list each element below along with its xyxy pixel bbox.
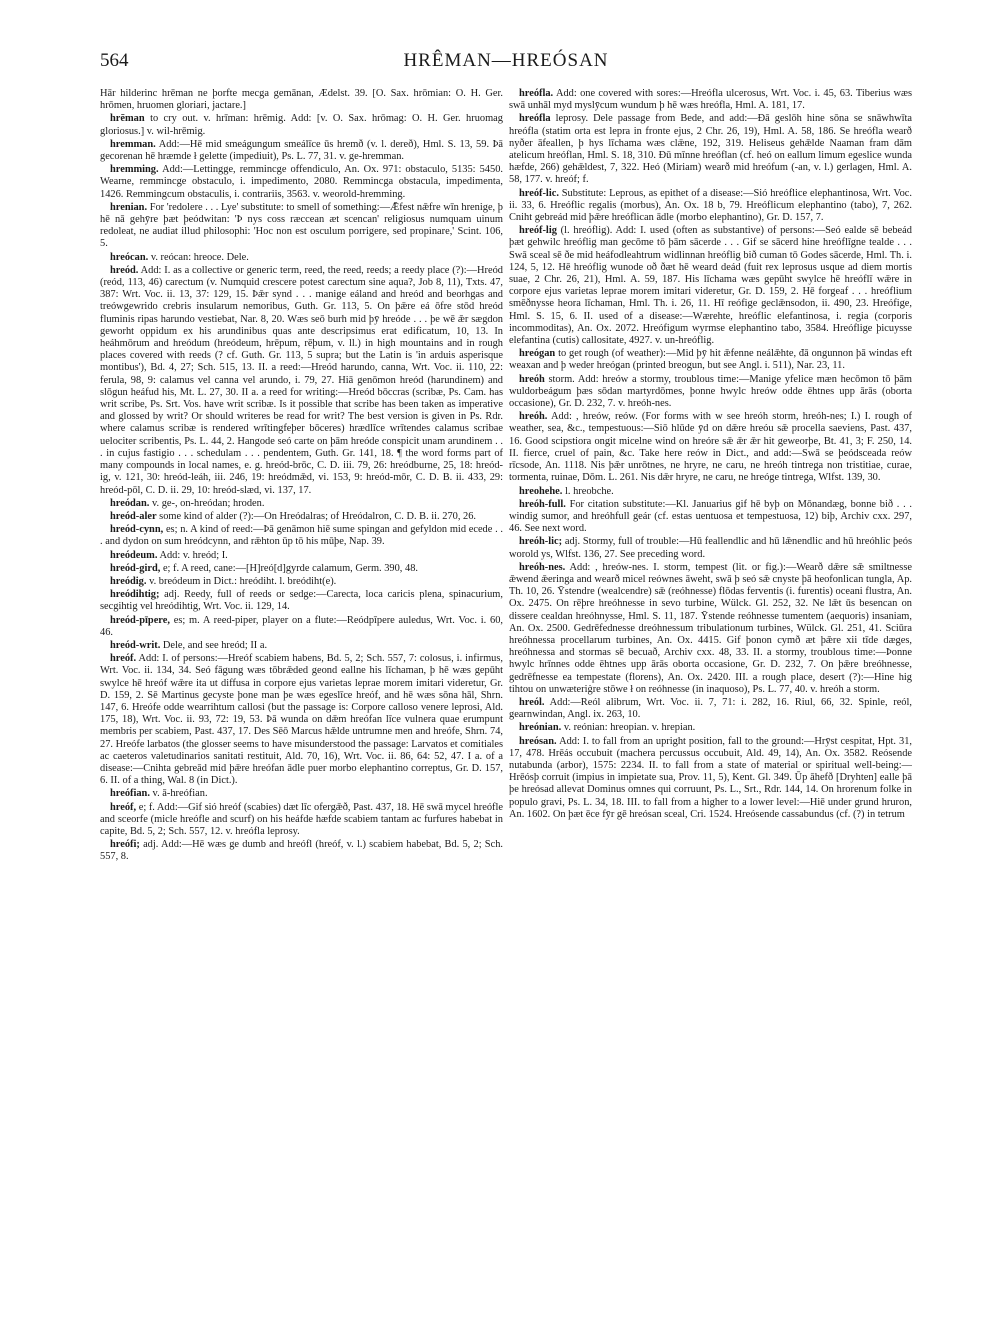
dictionary-entry	[100, 839, 503, 863]
entry-headword: hreóf,	[110, 801, 137, 813]
entry-definition: leprosy. Dele passage from Bede, and add:—Đā geslōh hine sōna se snāwhwīta hreófla (statim orta est lepra in fronte ejus, 2 Chr. 26, 19), Hml. A. 58, 186. Se hreófla wearð nyðer āfeallen, þ hys līchama wæs clǣne, 192, 319. Heliseus gehǣlde Naaman fram dām atelicum hreóflan, Hml. S. 18, 310. Đū mīnne hreóflan (cf. heó on eallum limum egeslice wunda hæfde, 266) gehǣldest, 7, 322. Heó (Miriam) wearð mid hreófum (-an, v. l.) gerlagen, Hml. A. 58, 177. v. hreóf; f.	[509, 113, 912, 186]
dictionary-entry	[100, 524, 503, 548]
dictionary-entry	[509, 736, 912, 821]
entry-headword: hreód-gird,	[110, 562, 161, 574]
entry-headword: hreóh-full.	[519, 498, 566, 510]
entry-headword: hreófla	[519, 113, 551, 125]
dictionary-entry	[100, 576, 503, 588]
dictionary-entry	[509, 499, 912, 536]
entry-definition: es; n. A kind of reed:—Þā genāmon hiē sume spingan and gefyldon mid ecede . . . and dydon on sum hreódcynn, and rǣhton ūp tō his mūþe, Nap. 39.	[100, 524, 503, 548]
entry-definition: Add: one covered with sores:—Hreófla ulcerosus, Wrt. Voc. i. 45, 63. Tiberius wæs swā unhāl myd myslȳcum wundum þ hē wæs hreófla, Hml. A. 181, 17.	[509, 88, 912, 112]
dictionary-entry	[100, 563, 503, 575]
entry-definition: Dele, and see hreód; II a.	[162, 639, 268, 651]
entry-headword: hreófla.	[519, 88, 554, 99]
entry-headword: hrenian.	[110, 201, 148, 213]
dictionary-entry	[509, 113, 912, 186]
entry-definition: (l. hreóflig). Add: I. used (often as substantive) of persons:—Seó ealde sē bebeád þæt gehwilc hreóflig man gecōme tō þām sācerde . . . Gif se sācerd hine hreóflīgne tealde . . . Swā sceal sē ðe mid heáfodleahtrum widlinnan hreóflig bið cuman tō Godes sācerde, Hml. Th. i. 124, 5, 12. Hē hreóflig wunode oð ðæt hē weard deád (fuit rex leprosus usque ad diem mortis suae, 2 Chr. 26, 21), Hml. A. 59, 187. His līchama wæs gepūht swylce hē hreóflī wǣre in corpore ejus varietas leprae morem imitari videretur, Gr. D. 159, 2. Hē forgeaf . . . hreóflium smēðnysse heora līchaman, Hml. Th. i. 26, 11. Hī reófige geclǣnsodon, ii. 490, 23. Hreófige, Hml. S. 15, 6. II. used of a disease:—Wærehte, hreóflic elefantinosa, i. regia (corporis incommoditas), An. Ox. 2072. Hreófigum wyrmse elephantino tabo, 3584. Hreóflige þicuysse elefantina (cutis) callositate, 4927. v. un-hreóflig.	[509, 225, 912, 347]
entry-definition: adj. Reedy, full of reeds or sedge:—Carecta, loca caricis plena, spinacurium, secgihtig vel hreódihtig, Wrt. Voc. ii. 129, 14.	[100, 589, 503, 613]
dictionary-entry	[509, 411, 912, 484]
entry-definition: storm. Add: hreów a stormy, troublous time:—Manige yfelice mæn hecōmon tō þām wuldorbeágum þæs sōdan martyrdōmes, þonne hwylc hreów odde ēhtnes upp ārās (oborta occasione), Gr. D. 232, 7. v. hreóh-nes.	[509, 373, 912, 410]
entry-headword: hreóh-nes.	[519, 561, 566, 573]
dictionary-entry	[509, 722, 912, 734]
entry-definition: l. hreobche.	[565, 485, 614, 497]
entry-definition: Substitute: Leprous, as epithet of a disease:—Sió hreóflice elephantinosa, Wrt. Voc. ii. 33, 6. Hreóflic regalis (morbus), An. Ox. 18 b, 79. Hreóflicum elephantino (tabo), 7, 262. Cniht gebreád mid þǣre hreóflican ādle (morbo elephantino), Gr. D. 157, 7.	[509, 187, 912, 224]
entry-definition: to cry out. v. hrīman: hrēmig. Add: [v. O. Sax. hrōmag: O. H. Ger. hruomag gloriosus.] v. wil-hrēmig.	[100, 113, 503, 137]
entry-definition: Add: , hreów, reów. (For forms with w see hreóh storm, hreóh-nes; I.) I. rough of weather, sea, &c., tempestuous:—Siō hlūde ȳd on dǣre hreóu sǣ procella saeviens, Past. 437, 16. Good scipstiora ongit micelne wind on hreóre sǣ ǣr ǣr hit geweorþe, Bt. 41, 3; F. 250, 14. II. fierce, cruel of pain, &c. Take here reów in Dict., and add:—Swā se þeódsceada reów rīcsode, An. 1118. Nis þǣr unrōtnes, ne hryre, ne caru, ne hreóh tintrega non tristitiae, curae, tormenta, ruinae, Dōm. L. 261. Nis dǣr hryre, ne caru, ne hreóge tintrega, Wlfst. 139, 30.	[509, 411, 912, 484]
entry-definition: v. reónian: hreopian. v. hrepian.	[563, 722, 696, 734]
entry-definition: Add: I. of persons:—Hreóf scabiem habens, Bd. 5, 2; Sch. 557, 7: colosus, i. infirmus, Wrt. Voc. ii. 134, 34. Seó fāgung wæs tōbrǣded geond eallne his līchaman, þ hē wæs gepūht swylce hē hreóf wǣre ita ut diffusa in corpore ejus varietas leprae morem imitari videretur, Gr. D. 159, 2. Sē Martinus gecyste þone man þe wæs egeslīce hreóf, and hē wæs sōna hāl, Shrn. 147, 6. Hreófe odde wearrihtum callosi (but the passage is: Corpore calloso venere leprosi, Ald. 175, 18), Wrt. Voc. ii. 93, 72: 19, 53. Þā wunda on dǣm hreófan līce vulnera quae erumpunt membris per scabiem, Past. 437, 17. Des Sēō Marcus hǣlde untrumne men and hreófe, Shrn. 74, 27. Hreófe larbatos (the glosser seems to have misunderstood the passage: Larvatos et comitiales ac caeteros valetudinarios sanitati restituit, Ald. 70, 16), Wrt. Voc. ii. 86, 64: 52, 47. I a. of a disease:—Cnihta gebreād mid þǣre hreófan ādle puer morbo elephantino correptus, Gr. D. 157, 6. II. of a thing, Wal. 8 (in Dict.).	[100, 653, 503, 787]
dictionary-entry	[100, 139, 503, 163]
dictionary-entry	[509, 348, 912, 372]
entry-definition: Add: I. as a collective or generic term, reed, the reed, reeds; a reedy place (?):—Hreód (reód, 113, 46) carectum (v. Numquid crescere potest carectum sine aqua?, Job 8, 11), Txts. 47, 387: Wrt. Voc. ii. 13, 37: 129, 15. Þǣr synd . . . manige eáland and hreód and beorhgas and treówgewrido crebris insularum nemoribus, Guth. Gr. 113, 5. On þǣre eá ōfre stōd hreód fluminis ripas harundo vestiebat, Nar. 8, 20. Wæs seō burh mid þȳ hreóde . . . þe wē ǣr sægdon geworht oppidum ex his arundinibus quas ante descripsimus erat edificatum, 10, 13. In heáhmōrum and hreódum (hreódeum, hrēpum, rēþum, v. ll.) in high mountains and in rough places covered with reeds (? cf. Guth. Gr. 113, 5 supra; but the Latin is 'in arduis asperisque montibus'), Bd. 4, 27; Sch. 515, 13. II. a reed:—Hreód harundo, canna, Wrt. Voc. ii. 110, 22: ferula, 98, 9: calamus vel canna vel arundo, i. 79, 27. Hiā genōmon hreód (harundinem) and slōgun heáfud his, Mt. L. 27, 30. II a. a reed for writing:—Hreód bōccras (scribæ, Ps. Cam. has writ scribe, Ps. Srt. Vos. have writ scribæ. Is it possible that scribe has been taken as imperative and glossed by writ? Or should writeres be read for writ? The best version is given in Ps. Rdr. where calamus scribæ is rendered wrītingfeþer bōceres) hrædlīce wrītendes calamus scribae uelociter scribentis, Ps. L. 44, 2. Hangode seó carte on þām hreóde conspicit unam arundinem . . . in cujus fastigio . . . schedulam . . . pendentem, Guth. Gr. 141, 18. ¶ the word forms part of many compounds in local names, e. g. hreód-brōc, C. D. iii. 79, 26: hreódburne, 25, 18: hreód-ig, v. 121, 30: hreód-leáh, iii. 246, 19: hreódmǣd, vi. 153, 9: hreód-mōr, C. D. B. ii. 433, 29: hreód-pōl, C. D. ii. 29, 10: hreód-slæd, vi. 137, 17.	[100, 264, 503, 496]
entry-definition: e; f. Add:—Gif sió hreóf (scabies) dæt līc ofergǣð, Past. 437, 18. Hē swā mycel hreófle and sceorfe (micle hreófle and scurf) on his heáfde hæfde scabiem tantam ac furfures habebat in capite, Bd. 5, 2; Sch. 557, 12. v. hreófla leprosy.	[100, 801, 503, 837]
entry-headword: hreófian.	[110, 788, 150, 800]
running-head: HRÊMAN—HREÓSAN	[403, 50, 609, 71]
right-column	[509, 88, 912, 1293]
entry-definition: to get rough (of weather):—Mid þȳ hit ǣfenne neálǣhte, đā ongunnon þā windas eft weaxan and þ weder hreógan (printed breogun, but see Angl. i. 511), Nar. 23, 11.	[509, 348, 912, 372]
entry-definition: e; f. A reed, cane:—[H]reó[d]gyrde calamum, Germ. 390, 48.	[162, 562, 418, 574]
entry-headword: hreófi;	[110, 839, 140, 851]
entry-definition: adj. Add:—Hē wæs ge dumb and hreófl (hreóf, v. l.) scabiem habebat, Bd. 5, 2; Sch. 557, 8.	[100, 839, 503, 863]
entry-headword: hreód-aler	[110, 510, 157, 522]
dictionary-entry	[100, 550, 503, 562]
dictionary-entry	[509, 374, 912, 411]
entry-definition: Add:—Reól alibrum, Wrt. Voc. ii. 7, 71: i. 282, 16. Riul, 66, 32. Spinle, reól, gearnwindan, Angl. ix. 263, 10.	[509, 696, 912, 721]
entry-definition: Add:—Hē mid smeágungum smeálīce ūs hremð (v. l. dereð), Hml. S. 13, 59. Þā gecorenan hē hræmde ł gelette (impediuit), Ps. L. 77, 31. v. ge-hremman.	[100, 138, 503, 163]
dictionary-entry	[100, 498, 503, 510]
dictionary-entry	[509, 225, 912, 347]
dictionary-entry	[100, 589, 503, 613]
entry-definition: Add: v. hreód; I.	[159, 549, 228, 561]
entry-headword: hreódan.	[110, 497, 150, 509]
entry-definition: adj. Stormy, full of trouble:—Hū feallendlic and hū lǣnendlic and hū hreóhlic þeós worold ys, Wlfst. 136, 27. See preceding word.	[509, 536, 912, 560]
entry-definition: For citation substitute:—Kl. Januarius gif hē byþ on Mōnandæg, bonne bið . . . windig sumor, and hreóhfull geár (cf. estas uentuosa et tempestuosa, 12) biþ, Archiv cxx. 297, 46. See next word.	[509, 498, 912, 535]
entry-headword: hreóf-lic.	[519, 187, 559, 199]
entry-headword: hreóh-lic;	[519, 536, 563, 548]
dictionary-entry	[509, 562, 912, 696]
dictionary-entry	[100, 113, 503, 137]
dictionary-entry	[100, 265, 503, 497]
dictionary-entry	[100, 252, 503, 264]
entry-definition: Hār hilderinc hrēman ne þorfte mecga gemānan, Ædelst. 39. [O. Sax. hrōmian: O. H. Ger. hrōmen, hruomen gloriari, jactare.]	[100, 88, 503, 112]
entry-headword: hreógan	[519, 348, 556, 360]
entry-definition: v. reócan: hreoce. Dele.	[150, 251, 249, 263]
dictionary-entry	[509, 88, 912, 112]
dictionary-entry	[509, 188, 912, 225]
dictionary-entry	[100, 788, 503, 800]
entry-headword: hremming.	[110, 164, 159, 176]
entry-headword: hremman.	[110, 138, 156, 150]
entry-headword: hreódeum.	[110, 549, 158, 561]
page-number: 564	[100, 50, 129, 71]
entry-headword: hreóh	[519, 373, 545, 385]
entry-definition: some kind of alder (?):—On Hreódalras; of Hreódalron, C. D. B. ii. 270, 26.	[159, 510, 477, 522]
entry-definition: Add: I. to fall from an upright position, fall to the ground:—Hrȳst cespitat, Hpt. 31, 17, 478. Hrēás occubuit (machera percussus occubuit, Ald. 49, 14), An. Ox. 3582. Reósende nutabunda (arbor), 1575: 2234. II. to fall from a state of material or spiritual well-being:—Hrēósþ corruit (impius in impietate sua, Prov. 11, 5), Kent. Gl. 349. Ūp āhefð [Dryhten] ealle þā þe hreósad allevat Dominus omnes qui corruunt, Ps. L., Srt., Rdr. 144, 14. On hrorenum folke in populo gravi, Ps. L. 34, 18. III. to fall from a higher to a lower level:—Hiē under grund hruron, An. 1602. On þæt ēce fȳr gē hreósan sceal, Cri. 1524. Hreósende cassabundus (cf. (?) in tetrum	[509, 735, 912, 820]
dictionary-entry	[509, 536, 912, 560]
entry-headword: hreócan.	[110, 251, 149, 263]
entry-headword: hreól.	[519, 696, 545, 708]
entry-headword: hreód-cynn,	[110, 524, 164, 536]
entry-headword: hreóf.	[110, 653, 137, 665]
dictionary-entry	[100, 802, 503, 839]
entry-definition: v. ge-, on-hreódan; hroden.	[151, 497, 265, 509]
left-column	[100, 88, 503, 1293]
entry-headword: hrēman	[110, 113, 145, 125]
dictionary-entry	[100, 88, 503, 112]
entry-headword: hreód.	[110, 264, 139, 276]
entry-definition: es; m. A reed-piper, player on a flute:—Reódpīpere auledus, Wrt. Voc. i. 60, 46.	[100, 614, 503, 638]
entry-headword: hreód-writ.	[110, 639, 161, 651]
dictionary-entry	[100, 640, 503, 652]
dictionary-entry	[100, 511, 503, 523]
entry-headword: hreódig.	[110, 575, 147, 587]
entry-headword: hreóf-lig	[519, 225, 557, 237]
entry-headword: hreód-pīpere,	[110, 614, 170, 626]
dictionary-entry	[509, 486, 912, 498]
entry-definition: Add: , hreów-nes. I. storm, tempest (lit. or fig.):—Wearð dǣre sǣ smiltnesse ǣwend ǣeringa and wearð micel reównes āweht, swā þ seó sǣ cnyste þā heofonlican tungla, Ap. Th. 10, 26. Ȳstendre (wealcendre) sǣ (reóhnesse) flōdas ferventis (i. furentis) oceani flustra, An. Ox. 2475. On rēþre hreóhnesse in sevo turbine, Wülck. Gl. 252, 32. Ne lǣt ūs besencan on dissere cealdan hreóhnysse, Hml. S. 11, 187. Ȳstende reóhnesse tumentem (aequoris) insaniam, An. Ox. 2500. Gedrēfednesse dreóhnessum tribulationum turbines, Wülck. Gl. 251, 41. Sciūra hreóhnessa procellarum turbines, An. Ox. 4415. Gif þonon cymð æt þǣre xii tīde dæges, hreóhnessa and stormas sē becuað, Archiv cxx. 48, 33. II. a stormy, troublous time:—Þonne hwylc hrīnnes odde ēhtnes upp ārās oborta occasione, Gr. D. 232, 7. On þǣre breóhnesse, gedrēfnesse ea tempestate (florens), An. Ox. 2420. III. a rough place, desert (?):—Hine hig tihtou on unwæteriġre stōwe ł on reóhnesse (in inaquoso), Ps. L. 77, 40. v. hreóh a storm.	[509, 561, 912, 695]
dictionary-entry	[100, 164, 503, 201]
entry-headword: hreónian.	[519, 722, 562, 734]
entry-headword: hreósan.	[519, 735, 557, 747]
entry-headword: hreohehe.	[519, 485, 563, 497]
dictionary-entry	[100, 615, 503, 639]
entry-definition: Add:—Lettingge, remmincge offendiculo, An. Ox. 971: obstaculo, 5135: 5450. Wearne, remmincge obstaculo, i. impedimento, 2080. Remmincga obstacula, impedimenta, 1426. Remmingcum obstaculis, i. contrariis, 3563. v. weorold-hremming.	[100, 164, 503, 200]
entry-headword: hreódihtig;	[110, 589, 160, 601]
dictionary-entry	[100, 202, 503, 251]
entry-headword: hreóh.	[519, 411, 548, 423]
entry-definition: For 'redolere . . . Lye' substitute: to smell of something:—Ǣfest nǣfre wīn hrenige, þ hē nā gehȳre þæt þeódwitan: 'Þ nys coss ræccean æt scencan' religiosus numquam uinum redoleat, ne audiat illud philosophi: 'Hoc non est osculum porrigere, sed propinare,' Scint. 106, 5.	[100, 201, 503, 250]
dictionary-entry	[100, 653, 503, 787]
page-header	[100, 50, 912, 84]
dictionary-entry	[509, 697, 912, 721]
entry-definition: v. breódeum in Dict.: hreódiht. l. breódiht(e).	[149, 575, 337, 587]
entry-definition: v. ā-hreófian.	[152, 788, 208, 800]
